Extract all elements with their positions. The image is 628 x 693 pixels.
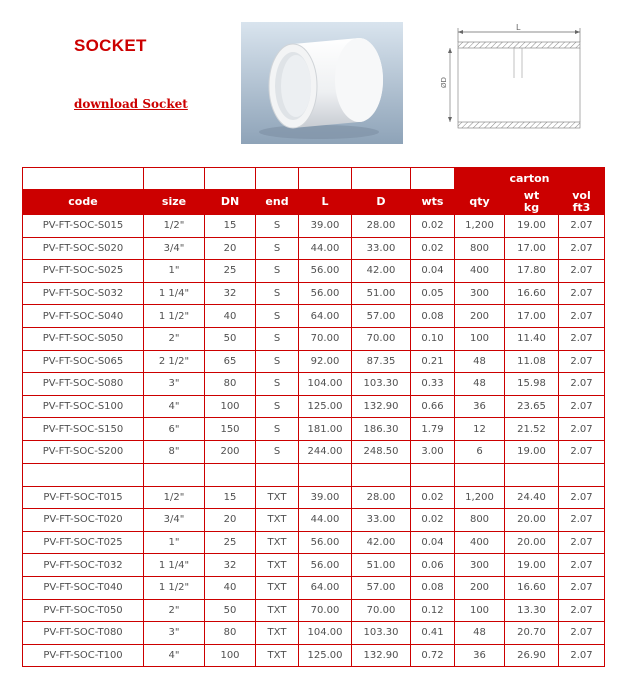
table-row: [23, 576, 605, 599]
table-cell: 3/4": [144, 509, 205, 532]
table-cell: 200: [455, 576, 505, 599]
table-cell: 70.00: [299, 327, 352, 350]
table-cell: 2.07: [559, 509, 605, 532]
table-cell: 33.00: [352, 237, 411, 260]
socket-s-rows: [23, 215, 605, 464]
gap-cell: [256, 463, 299, 486]
table-cell: 2.07: [559, 215, 605, 238]
table-cell: 20.00: [505, 509, 559, 532]
table-cell: 51.00: [352, 554, 411, 577]
table-row: [23, 215, 605, 238]
table-cell: 40: [205, 576, 256, 599]
drawing-label-l: L: [516, 23, 521, 32]
table-cell: 44.00: [299, 509, 352, 532]
table-cell: 2.07: [559, 260, 605, 283]
table-cell: 1": [144, 531, 205, 554]
section-gap: [23, 463, 605, 486]
table-cell: TXT: [256, 644, 299, 667]
gap-cell: [559, 463, 605, 486]
table-cell: 0.02: [411, 215, 455, 238]
table-cell: 92.00: [299, 350, 352, 373]
table-cell: 2.07: [559, 576, 605, 599]
table-cell: 2": [144, 327, 205, 350]
table-cell: 70.00: [352, 327, 411, 350]
table-cell: 36: [455, 395, 505, 418]
column-header: size: [144, 190, 205, 215]
table-cell: 0.06: [411, 554, 455, 577]
column-header: qty: [455, 190, 505, 215]
table-cell: S: [256, 305, 299, 328]
table-row: [23, 327, 605, 350]
table-cell: 32: [205, 282, 256, 305]
table-cell: 42.00: [352, 531, 411, 554]
table-cell: 125.00: [299, 644, 352, 667]
table-cell: 33.00: [352, 509, 411, 532]
table-cell: 2.07: [559, 373, 605, 396]
table-row: [23, 395, 605, 418]
table-cell: 300: [455, 554, 505, 577]
header-blank: [352, 168, 411, 190]
table-cell: 186.30: [352, 418, 411, 441]
table-cell: S: [256, 260, 299, 283]
drawing-label-d: ØD: [440, 77, 448, 88]
table-cell: 56.00: [299, 554, 352, 577]
table-cell: 2.07: [559, 440, 605, 463]
table-row: [23, 282, 605, 305]
table-cell: 51.00: [352, 282, 411, 305]
table-cell: 17.00: [505, 237, 559, 260]
gap-cell: [205, 463, 256, 486]
table-cell: 12: [455, 418, 505, 441]
table-cell: 0.10: [411, 327, 455, 350]
header-blank: [144, 168, 205, 190]
table-cell: 2.07: [559, 305, 605, 328]
table-cell: 11.40: [505, 327, 559, 350]
table-row: [23, 237, 605, 260]
table-cell: 132.90: [352, 644, 411, 667]
table-cell: 1,200: [455, 215, 505, 238]
table-row: [23, 305, 605, 328]
table-cell: 100: [205, 644, 256, 667]
table-row: [23, 622, 605, 645]
table-cell: 80: [205, 373, 256, 396]
table-cell: 20: [205, 237, 256, 260]
table-cell: 300: [455, 282, 505, 305]
table-cell: 200: [455, 305, 505, 328]
table-cell: 0.04: [411, 531, 455, 554]
table-cell: 1.79: [411, 418, 455, 441]
table-cell: PV-FT-SOC-S025: [23, 260, 144, 283]
gap-cell: [299, 463, 352, 486]
table-cell: 3": [144, 622, 205, 645]
header-blank: [205, 168, 256, 190]
table-cell: 200: [205, 440, 256, 463]
table-cell: PV-FT-SOC-S065: [23, 350, 144, 373]
table-cell: PV-FT-SOC-S050: [23, 327, 144, 350]
table-cell: 24.40: [505, 486, 559, 509]
gap-cell: [455, 463, 505, 486]
table-row: [23, 260, 605, 283]
table-cell: 39.00: [299, 486, 352, 509]
table-cell: TXT: [256, 599, 299, 622]
column-header: wts: [411, 190, 455, 215]
table-cell: 4": [144, 395, 205, 418]
table-cell: 25: [205, 531, 256, 554]
table-cell: 70.00: [299, 599, 352, 622]
table-cell: 20.00: [505, 531, 559, 554]
table-cell: 104.00: [299, 622, 352, 645]
table-cell: S: [256, 237, 299, 260]
table-row: [23, 599, 605, 622]
table-cell: 1 1/2": [144, 305, 205, 328]
table-cell: 56.00: [299, 282, 352, 305]
table-row: [23, 418, 605, 441]
table-cell: PV-FT-SOC-S032: [23, 282, 144, 305]
table-cell: 57.00: [352, 305, 411, 328]
table-row: [23, 554, 605, 577]
table-row: [23, 440, 605, 463]
table-cell: 2.07: [559, 554, 605, 577]
table-cell: 2.07: [559, 350, 605, 373]
table-cell: TXT: [256, 576, 299, 599]
table-row: [23, 373, 605, 396]
table-cell: 0.21: [411, 350, 455, 373]
table-cell: 0.02: [411, 486, 455, 509]
table-cell: PV-FT-SOC-S150: [23, 418, 144, 441]
table-cell: PV-FT-SOC-S100: [23, 395, 144, 418]
table-cell: 57.00: [352, 576, 411, 599]
table-cell: 15.98: [505, 373, 559, 396]
table-cell: 20: [205, 509, 256, 532]
table-cell: 100: [455, 327, 505, 350]
gap-cell: [144, 463, 205, 486]
table-cell: 16.60: [505, 576, 559, 599]
table-cell: 100: [455, 599, 505, 622]
table-cell: 28.00: [352, 486, 411, 509]
header-blank: [411, 168, 455, 190]
table-cell: 15: [205, 215, 256, 238]
table-cell: 87.35: [352, 350, 411, 373]
table-cell: 0.04: [411, 260, 455, 283]
table-cell: 100: [205, 395, 256, 418]
table-cell: S: [256, 440, 299, 463]
table-cell: 0.72: [411, 644, 455, 667]
table-cell: 64.00: [299, 576, 352, 599]
table-cell: 70.00: [352, 599, 411, 622]
table-cell: 0.05: [411, 282, 455, 305]
table-cell: 36: [455, 644, 505, 667]
table-cell: 2.07: [559, 486, 605, 509]
table-cell: 42.00: [352, 260, 411, 283]
table-cell: 4": [144, 644, 205, 667]
table-cell: 19.00: [505, 215, 559, 238]
table-cell: 0.02: [411, 509, 455, 532]
table-cell: 65: [205, 350, 256, 373]
table-cell: 32: [205, 554, 256, 577]
table-cell: 2.07: [559, 327, 605, 350]
table-cell: 125.00: [299, 395, 352, 418]
table-cell: S: [256, 282, 299, 305]
table-cell: 400: [455, 260, 505, 283]
table-cell: 28.00: [352, 215, 411, 238]
table-cell: 400: [455, 531, 505, 554]
table-cell: 103.30: [352, 373, 411, 396]
table-cell: PV-FT-SOC-T020: [23, 509, 144, 532]
table-cell: 1 1/2": [144, 576, 205, 599]
table-cell: 21.52: [505, 418, 559, 441]
table-cell: 56.00: [299, 260, 352, 283]
table-cell: TXT: [256, 622, 299, 645]
table-cell: 44.00: [299, 237, 352, 260]
table-cell: 0.02: [411, 237, 455, 260]
table-cell: PV-FT-SOC-T040: [23, 576, 144, 599]
gap-cell: [411, 463, 455, 486]
table-cell: TXT: [256, 531, 299, 554]
table-row: [23, 531, 605, 554]
table-cell: 132.90: [352, 395, 411, 418]
table-cell: TXT: [256, 486, 299, 509]
carton-group-header: carton: [455, 168, 605, 190]
table-cell: S: [256, 215, 299, 238]
socket-t-rows: [23, 486, 605, 667]
table-cell: 50: [205, 327, 256, 350]
table-cell: 48: [455, 622, 505, 645]
table-cell: 2.07: [559, 531, 605, 554]
table-cell: 2.07: [559, 418, 605, 441]
table-cell: S: [256, 327, 299, 350]
table-cell: TXT: [256, 509, 299, 532]
table-cell: PV-FT-SOC-S020: [23, 237, 144, 260]
table-cell: PV-FT-SOC-T080: [23, 622, 144, 645]
header-blank: [256, 168, 299, 190]
table-cell: 2.07: [559, 282, 605, 305]
table-cell: 11.08: [505, 350, 559, 373]
table-cell: 80: [205, 622, 256, 645]
table-header: [23, 168, 605, 215]
table-cell: 1,200: [455, 486, 505, 509]
table-cell: 800: [455, 237, 505, 260]
socket-spec-table: [22, 167, 605, 667]
table-cell: PV-FT-SOC-T032: [23, 554, 144, 577]
table-cell: 1/2": [144, 215, 205, 238]
page-title: SOCKET: [74, 36, 147, 55]
table-cell: S: [256, 418, 299, 441]
table-cell: 0.33: [411, 373, 455, 396]
table-cell: PV-FT-SOC-T100: [23, 644, 144, 667]
table-cell: S: [256, 373, 299, 396]
table-row: [23, 350, 605, 373]
table-cell: 150: [205, 418, 256, 441]
table-cell: 0.66: [411, 395, 455, 418]
table-cell: 0.41: [411, 622, 455, 645]
table-cell: 8": [144, 440, 205, 463]
table-cell: PV-FT-SOC-T015: [23, 486, 144, 509]
table-cell: 3": [144, 373, 205, 396]
column-header: code: [23, 190, 144, 215]
table-cell: 181.00: [299, 418, 352, 441]
gap-cell: [23, 463, 144, 486]
table-cell: 1 1/4": [144, 282, 205, 305]
table-cell: S: [256, 350, 299, 373]
table-cell: S: [256, 395, 299, 418]
table-cell: 2": [144, 599, 205, 622]
table-cell: 1": [144, 260, 205, 283]
table-cell: PV-FT-SOC-S015: [23, 215, 144, 238]
table-row: [23, 644, 605, 667]
table-cell: PV-FT-SOC-S040: [23, 305, 144, 328]
gap-cell: [352, 463, 411, 486]
table-cell: 64.00: [299, 305, 352, 328]
table-cell: 0.12: [411, 599, 455, 622]
header-blank: [299, 168, 352, 190]
table-cell: 0.08: [411, 305, 455, 328]
table-row: [23, 509, 605, 532]
table-cell: 2.07: [559, 622, 605, 645]
table-cell: 248.50: [352, 440, 411, 463]
download-socket-link[interactable]: download Socket: [74, 97, 188, 111]
table-cell: 3.00: [411, 440, 455, 463]
table-cell: 56.00: [299, 531, 352, 554]
table-cell: PV-FT-SOC-T025: [23, 531, 144, 554]
column-header: L: [299, 190, 352, 215]
table-cell: 800: [455, 509, 505, 532]
table-cell: 17.80: [505, 260, 559, 283]
table-cell: 50: [205, 599, 256, 622]
table-cell: 2.07: [559, 237, 605, 260]
table-cell: 13.30: [505, 599, 559, 622]
table-cell: 16.60: [505, 282, 559, 305]
table-cell: TXT: [256, 554, 299, 577]
table-cell: 48: [455, 350, 505, 373]
column-header: DN: [205, 190, 256, 215]
table-cell: PV-FT-SOC-T050: [23, 599, 144, 622]
column-header: D: [352, 190, 411, 215]
column-header: vol ft3: [559, 190, 605, 215]
socket-dimension-drawing: [430, 18, 606, 144]
table-cell: 26.90: [505, 644, 559, 667]
table-row: [23, 486, 605, 509]
table-cell: 25: [205, 260, 256, 283]
table-cell: 244.00: [299, 440, 352, 463]
table-cell: 15: [205, 486, 256, 509]
table-cell: 3/4": [144, 237, 205, 260]
table-cell: 104.00: [299, 373, 352, 396]
column-header: wt kg: [505, 190, 559, 215]
table-cell: 2.07: [559, 644, 605, 667]
table-cell: 2 1/2": [144, 350, 205, 373]
socket-photo: [241, 22, 403, 144]
table-cell: 1/2": [144, 486, 205, 509]
table-cell: PV-FT-SOC-S200: [23, 440, 144, 463]
table-cell: 40: [205, 305, 256, 328]
table-cell: 2.07: [559, 395, 605, 418]
table-cell: 39.00: [299, 215, 352, 238]
table-cell: 1 1/4": [144, 554, 205, 577]
table-cell: 2.07: [559, 599, 605, 622]
header-blank: [23, 168, 144, 190]
table-cell: 19.00: [505, 554, 559, 577]
table-cell: 19.00: [505, 440, 559, 463]
column-header: end: [256, 190, 299, 215]
table-cell: 48: [455, 373, 505, 396]
gap-cell: [505, 463, 559, 486]
table-cell: 103.30: [352, 622, 411, 645]
table-cell: 0.08: [411, 576, 455, 599]
table-cell: 6": [144, 418, 205, 441]
table-cell: 23.65: [505, 395, 559, 418]
table-cell: 17.00: [505, 305, 559, 328]
table-cell: 6: [455, 440, 505, 463]
table-cell: PV-FT-SOC-S080: [23, 373, 144, 396]
table-cell: 20.70: [505, 622, 559, 645]
